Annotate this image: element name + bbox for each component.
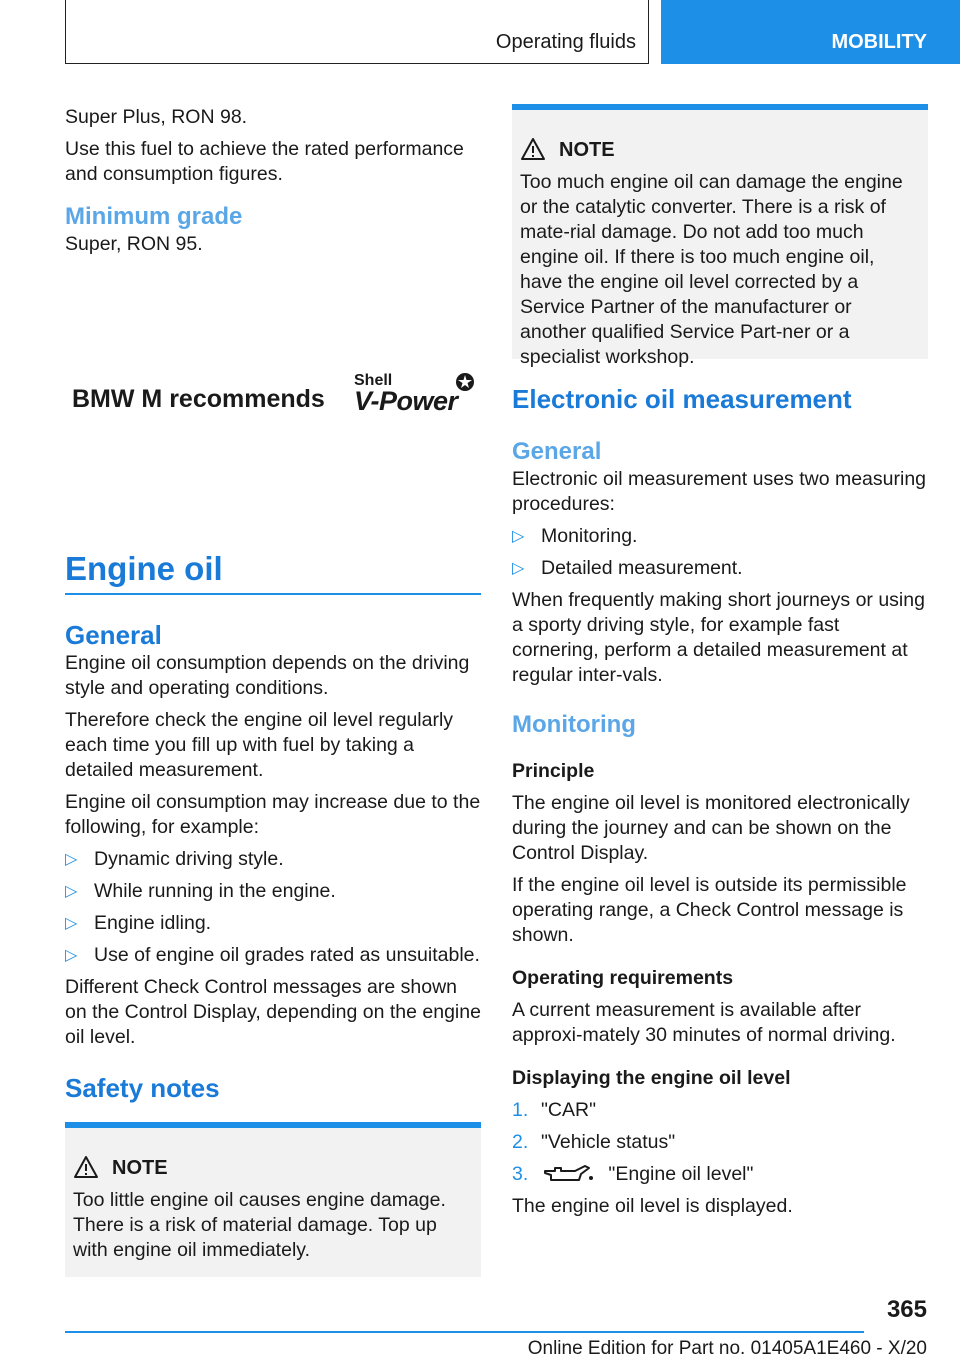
principle-p2: If the engine oil level is outside its permissible operating range, a Check Control message is shown.	[512, 874, 907, 946]
left-column	[65, 105, 481, 257]
note-label: NOTE	[559, 139, 615, 161]
procedure-list	[512, 524, 928, 581]
opreq-p: A current measurement is available after approxi-mately 30 minutes of normal driving.	[512, 999, 896, 1046]
note-box-left	[65, 1122, 481, 1277]
fuel-line: Super Plus, RON 98.	[65, 106, 248, 128]
note-text: Too much engine oil can damage the engine or the catalytic converter. There is a risk of mate-rial damage. Do not add too much engine oil. If there is too much engine oil, have the engine oil level corrected by a Service Partner of the manufacturer or another qualified Service Part-ner or a specialist workshop.	[520, 171, 903, 368]
list-item: 2. "Vehicle status"	[512, 1131, 676, 1153]
min-grade-text: Super, RON 95.	[65, 233, 203, 255]
bmw-shell-logo	[72, 372, 482, 422]
general-heading-right: General	[512, 438, 602, 465]
list-item: ▷ Monitoring.	[512, 525, 638, 547]
list-item: ▷ Engine idling.	[65, 911, 212, 934]
note-header	[112, 1156, 473, 1181]
general-p3: Engine oil consumption may increase due to the following, for example:	[65, 790, 481, 838]
engine-oil-heading: Engine oil	[65, 550, 223, 587]
list-item: ▷ Detailed measurement.	[512, 557, 743, 579]
note-text: Too little engine oil causes engine damage. There is a risk of material damage. Top up with engine oil immediately.	[73, 1189, 446, 1261]
header-section-title: Operating fluids	[495, 31, 636, 53]
eom-general-p2: When frequently making short journeys or using a sporty driving style, for example fast cornering, perform a detailed measurement at regular inter-vals.	[512, 589, 925, 686]
note-label: NOTE	[112, 1157, 168, 1179]
principle-heading: Principle	[512, 760, 595, 782]
fuel-note: Use this fuel to achieve the rated performance and consumption figures.	[65, 138, 464, 185]
right-column	[512, 383, 928, 1219]
list-item: ▷ Use of engine oil grades rated as unsuitable.	[65, 943, 480, 966]
triangle-bullet-icon: ▷	[512, 560, 525, 577]
list-item: 3. "Engine oil level"	[512, 1163, 754, 1185]
eom-general-p1: Electronic oil measurement uses two measuring procedures:	[512, 468, 927, 515]
footer-edition: Online Edition for Part no. 01405A1E460 - X/20	[527, 1338, 927, 1359]
triangle-bullet-icon: ▷	[65, 882, 78, 900]
list-item: ▷ Dynamic driving style.	[65, 847, 284, 870]
list-item: ▷ While running in the engine.	[65, 879, 336, 902]
principle-p1: The engine oil level is monitored electronically during the journey and can be shown on the Control Display.	[512, 792, 910, 864]
engine-oil-rule	[65, 593, 481, 595]
oil-can-icon	[541, 1162, 595, 1184]
note-header	[559, 138, 920, 163]
page-number: 365	[886, 1296, 927, 1323]
note-box-right	[512, 104, 928, 368]
logo-text: BMW M recommends	[72, 385, 325, 413]
warning-icon	[73, 1154, 99, 1180]
list-item: 1. "CAR"	[512, 1099, 597, 1121]
general-heading-left: General	[65, 619, 162, 650]
general-p1: Engine oil consumption depends on the driving style and operating conditions.	[65, 651, 470, 699]
display-result: The engine oil level is displayed.	[512, 1195, 793, 1217]
monitoring-heading: Monitoring	[512, 711, 636, 738]
triangle-bullet-icon: ▷	[65, 850, 78, 868]
engine-oil-section	[65, 549, 481, 1104]
logo-brand-small: Shell	[354, 372, 393, 389]
display-steps	[512, 1098, 928, 1187]
triangle-bullet-icon: ▷	[512, 528, 525, 545]
footer-rule	[65, 1331, 864, 1333]
triangle-bullet-icon: ▷	[65, 946, 78, 964]
shell-emblem-icon	[455, 372, 475, 392]
min-grade-heading: Minimum grade	[65, 203, 243, 230]
display-heading: Displaying the engine oil level	[512, 1067, 791, 1089]
general-p2: Therefore check the engine oil level regularly each time you fill up with fuel by taking a detailed measurement.	[65, 708, 454, 781]
safety-notes-heading: Safety notes	[65, 1072, 220, 1103]
logo-brand-big: V-Power	[354, 386, 458, 416]
triangle-bullet-icon: ▷	[65, 914, 78, 932]
eom-heading: Electronic oil measurement	[512, 384, 852, 414]
header-chapter-title: MOBILITY	[831, 31, 927, 53]
opreq-heading: Operating requirements	[512, 967, 734, 989]
consumption-list	[65, 847, 481, 968]
general-p4: Different Check Control messages are shown on the Control Display, depending on the engine oil level.	[65, 975, 481, 1048]
warning-icon	[520, 136, 546, 162]
